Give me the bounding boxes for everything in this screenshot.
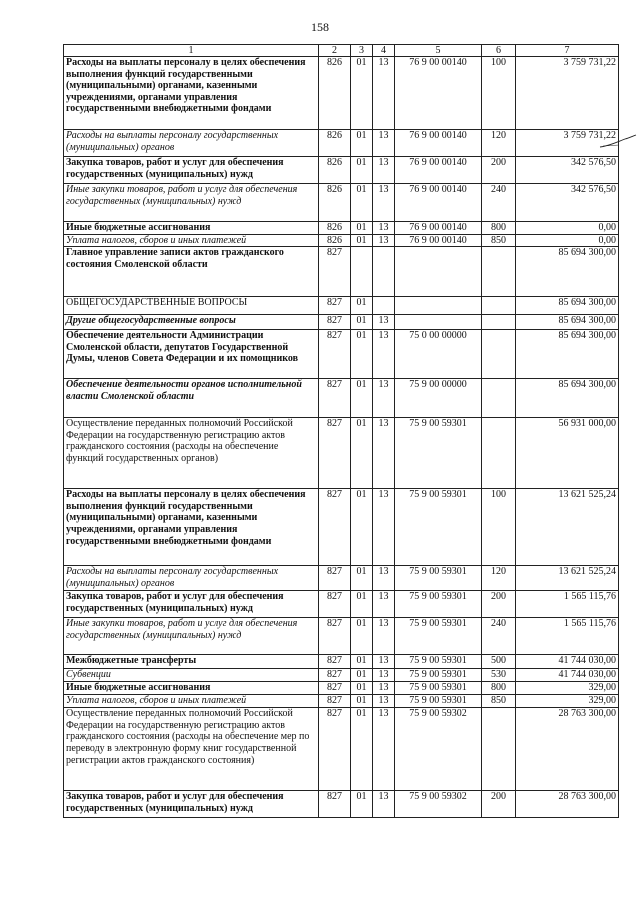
subsection-code: 13	[373, 655, 395, 669]
department-code: 827	[319, 591, 351, 618]
target-item-code: 75 9 00 59302	[395, 791, 482, 818]
section-code: 01	[351, 315, 373, 330]
department-code: 827	[319, 297, 351, 315]
department-code: 827	[319, 379, 351, 418]
amount: 85 694 300,00	[516, 330, 619, 379]
table-row	[64, 791, 619, 818]
header-cell: 1	[64, 45, 319, 57]
amount: 329,00	[516, 695, 619, 708]
expense-type-code: 120	[482, 130, 516, 157]
row-description: Иные бюджетные ассигнования	[64, 222, 319, 235]
table-row	[64, 130, 619, 157]
row-description: Расходы на выплаты персоналу в целях обеспечения выполнения функций государственными (муниципальными) органами, казенными учреждениями, органами управления государственными внебюджетными фондами	[64, 489, 319, 566]
row-description: ОБЩЕГОСУДАРСТВЕННЫЕ ВОПРОСЫ	[64, 297, 319, 315]
subsection-code: 13	[373, 418, 395, 489]
subsection-code: 13	[373, 708, 395, 791]
section-code: 01	[351, 669, 373, 682]
subsection-code: 13	[373, 566, 395, 591]
subsection-code: 13	[373, 130, 395, 157]
row-description: Иные бюджетные ассигнования	[64, 682, 319, 695]
department-code: 827	[319, 247, 351, 297]
target-item-code: 75 9 00 59302	[395, 708, 482, 791]
table-row	[64, 655, 619, 669]
department-code: 826	[319, 184, 351, 222]
department-code: 827	[319, 682, 351, 695]
department-code: 827	[319, 708, 351, 791]
amount: 28 763 300,00	[516, 791, 619, 818]
subsection-code: 13	[373, 591, 395, 618]
header-cell: 6	[482, 45, 516, 57]
expense-type-code	[482, 315, 516, 330]
row-description: Уплата налогов, сборов и иных платежей	[64, 695, 319, 708]
department-code: 827	[319, 791, 351, 818]
amount: 0,00	[516, 234, 619, 247]
table-row	[64, 57, 619, 130]
subsection-code: 13	[373, 379, 395, 418]
row-description: Иные закупки товаров, работ и услуг для обеспечения государственных (муниципальных) нужд	[64, 618, 319, 655]
row-description: Уплата налогов, сборов и иных платежей	[64, 234, 319, 247]
department-code: 827	[319, 330, 351, 379]
budget-table	[63, 44, 619, 818]
section-code: 01	[351, 234, 373, 247]
subsection-code: 13	[373, 234, 395, 247]
table-row	[64, 247, 619, 297]
section-code: 01	[351, 130, 373, 157]
expense-type-code	[482, 247, 516, 297]
target-item-code: 76 9 00 00140	[395, 222, 482, 235]
table-row	[64, 297, 619, 315]
amount: 1 565 115,76	[516, 618, 619, 655]
section-code: 01	[351, 618, 373, 655]
expense-type-code: 200	[482, 791, 516, 818]
target-item-code: 75 9 00 59301	[395, 655, 482, 669]
amount: 85 694 300,00	[516, 297, 619, 315]
expense-type-code: 240	[482, 184, 516, 222]
table-row	[64, 315, 619, 330]
subsection-code: 13	[373, 791, 395, 818]
target-item-code: 76 9 00 00140	[395, 184, 482, 222]
table-row	[64, 222, 619, 235]
expense-type-code: 100	[482, 57, 516, 130]
target-item-code	[395, 315, 482, 330]
row-description: Обеспечение деятельности Администрации Смоленской области, депутатов Государственной Думы, членов Совета Федерации и их помощников	[64, 330, 319, 379]
row-description: Главное управление записи актов гражданского состояния Смоленской области	[64, 247, 319, 297]
subsection-code: 13	[373, 669, 395, 682]
section-code	[351, 247, 373, 297]
target-item-code: 75 9 00 59301	[395, 418, 482, 489]
section-code: 01	[351, 682, 373, 695]
section-code: 01	[351, 222, 373, 235]
department-code: 827	[319, 315, 351, 330]
table-row	[64, 489, 619, 566]
amount: 0,00	[516, 222, 619, 235]
expense-type-code: 800	[482, 682, 516, 695]
target-item-code: 75 9 00 59301	[395, 669, 482, 682]
expense-type-code: 200	[482, 591, 516, 618]
target-item-code: 75 9 00 00000	[395, 379, 482, 418]
table-row	[64, 418, 619, 489]
row-description: Иные закупки товаров, работ и услуг для обеспечения государственных (муниципальных) нужд	[64, 184, 319, 222]
row-description: Субвенции	[64, 669, 319, 682]
section-code: 01	[351, 489, 373, 566]
section-code: 01	[351, 157, 373, 184]
table-row	[64, 184, 619, 222]
department-code: 826	[319, 57, 351, 130]
table-row	[64, 618, 619, 655]
section-code: 01	[351, 297, 373, 315]
expense-type-code: 850	[482, 234, 516, 247]
expense-type-code	[482, 330, 516, 379]
table-row	[64, 695, 619, 708]
expense-type-code: 850	[482, 695, 516, 708]
department-code: 826	[319, 130, 351, 157]
department-code: 827	[319, 669, 351, 682]
table-row	[64, 591, 619, 618]
amount: 13 621 525,24	[516, 489, 619, 566]
subsection-code: 13	[373, 330, 395, 379]
department-code: 827	[319, 566, 351, 591]
expense-type-code	[482, 297, 516, 315]
row-description: Расходы на выплаты персоналу государственных (муниципальных) органов	[64, 130, 319, 157]
target-item-code: 75 9 00 59301	[395, 591, 482, 618]
table-row	[64, 708, 619, 791]
target-item-code	[395, 297, 482, 315]
section-code: 01	[351, 330, 373, 379]
expense-type-code: 100	[482, 489, 516, 566]
subsection-code: 13	[373, 222, 395, 235]
target-item-code: 75 9 00 59301	[395, 682, 482, 695]
expense-type-code: 240	[482, 618, 516, 655]
expense-type-code: 200	[482, 157, 516, 184]
amount: 342 576,50	[516, 184, 619, 222]
table-row	[64, 379, 619, 418]
target-item-code: 76 9 00 00140	[395, 234, 482, 247]
section-code: 01	[351, 57, 373, 130]
amount: 41 744 030,00	[516, 669, 619, 682]
amount: 3 759 731,22	[516, 130, 619, 157]
subsection-code: 13	[373, 315, 395, 330]
subsection-code: 13	[373, 682, 395, 695]
subsection-code	[373, 247, 395, 297]
section-code: 01	[351, 591, 373, 618]
subsection-code	[373, 297, 395, 315]
header-cell: 3	[351, 45, 373, 57]
subsection-code: 13	[373, 618, 395, 655]
target-item-code: 75 9 00 59301	[395, 489, 482, 566]
subsection-code: 13	[373, 695, 395, 708]
row-description: Другие общегосударственные вопросы	[64, 315, 319, 330]
subsection-code: 13	[373, 57, 395, 130]
amount: 3 759 731,22	[516, 57, 619, 130]
section-code: 01	[351, 695, 373, 708]
table-row	[64, 234, 619, 247]
department-code: 826	[319, 234, 351, 247]
subsection-code: 13	[373, 489, 395, 566]
header-cell: 2	[319, 45, 351, 57]
department-code: 826	[319, 157, 351, 184]
handwritten-mark	[599, 134, 637, 150]
expense-type-code: 500	[482, 655, 516, 669]
row-description: Закупка товаров, работ и услуг для обеспечения государственных (муниципальных) нужд	[64, 157, 319, 184]
row-description: Закупка товаров, работ и услуг для обеспечения государственных (муниципальных) нужд	[64, 791, 319, 818]
row-description: Обеспечение деятельности органов исполнительной власти Смоленской области	[64, 379, 319, 418]
section-code: 01	[351, 184, 373, 222]
department-code: 827	[319, 489, 351, 566]
amount: 28 763 300,00	[516, 708, 619, 791]
table-row	[64, 330, 619, 379]
subsection-code: 13	[373, 184, 395, 222]
department-code: 827	[319, 418, 351, 489]
section-code: 01	[351, 708, 373, 791]
section-code: 01	[351, 791, 373, 818]
table-row	[64, 157, 619, 184]
row-description: Осуществление переданных полномочий Российской Федерации на государственную регистрацию актов гражданского состояния (расходы на обеспечение функций государственных органов)	[64, 418, 319, 489]
amount: 329,00	[516, 682, 619, 695]
table-row	[64, 682, 619, 695]
expense-type-code	[482, 708, 516, 791]
table-row	[64, 566, 619, 591]
amount: 85 694 300,00	[516, 379, 619, 418]
amount: 1 565 115,76	[516, 591, 619, 618]
row-description: Осуществление переданных полномочий Российской Федерации на государственную регистрацию актов гражданского состояния (расходы на обеспечение мер по переводу в электронную форму книг государственной регистрации актов гражданского состояния)	[64, 708, 319, 791]
table-row	[64, 669, 619, 682]
page-number: 158	[311, 20, 329, 34]
section-code: 01	[351, 418, 373, 489]
target-item-code	[395, 247, 482, 297]
amount: 85 694 300,00	[516, 247, 619, 297]
expense-type-code: 120	[482, 566, 516, 591]
amount: 13 621 525,24	[516, 566, 619, 591]
amount: 41 744 030,00	[516, 655, 619, 669]
row-description: Расходы на выплаты персоналу в целях обеспечения выполнения функций государственными (муниципальными) органами, казенными учреждениями, органами управления государственными внебюджетными фондами	[64, 57, 319, 130]
row-description: Расходы на выплаты персоналу государственных (муниципальных) органов	[64, 566, 319, 591]
section-code: 01	[351, 379, 373, 418]
target-item-code: 76 9 00 00140	[395, 130, 482, 157]
expense-type-code	[482, 379, 516, 418]
target-item-code: 76 9 00 00140	[395, 157, 482, 184]
target-item-code: 75 0 00 00000	[395, 330, 482, 379]
department-code: 827	[319, 695, 351, 708]
header-cell: 5	[395, 45, 482, 57]
amount: 85 694 300,00	[516, 315, 619, 330]
department-code: 827	[319, 618, 351, 655]
amount: 56 931 000,00	[516, 418, 619, 489]
amount: 342 576,50	[516, 157, 619, 184]
table-header-row	[64, 45, 619, 57]
department-code: 826	[319, 222, 351, 235]
expense-type-code	[482, 418, 516, 489]
section-code: 01	[351, 655, 373, 669]
target-item-code: 76 9 00 00140	[395, 57, 482, 130]
section-code: 01	[351, 566, 373, 591]
department-code: 827	[319, 655, 351, 669]
subsection-code: 13	[373, 157, 395, 184]
expense-type-code: 530	[482, 669, 516, 682]
target-item-code: 75 9 00 59301	[395, 566, 482, 591]
target-item-code: 75 9 00 59301	[395, 618, 482, 655]
target-item-code: 75 9 00 59301	[395, 695, 482, 708]
row-description: Межбюджетные трансферты	[64, 655, 319, 669]
row-description: Закупка товаров, работ и услуг для обеспечения государственных (муниципальных) нужд	[64, 591, 319, 618]
header-cell: 4	[373, 45, 395, 57]
header-cell: 7	[516, 45, 619, 57]
expense-type-code: 800	[482, 222, 516, 235]
